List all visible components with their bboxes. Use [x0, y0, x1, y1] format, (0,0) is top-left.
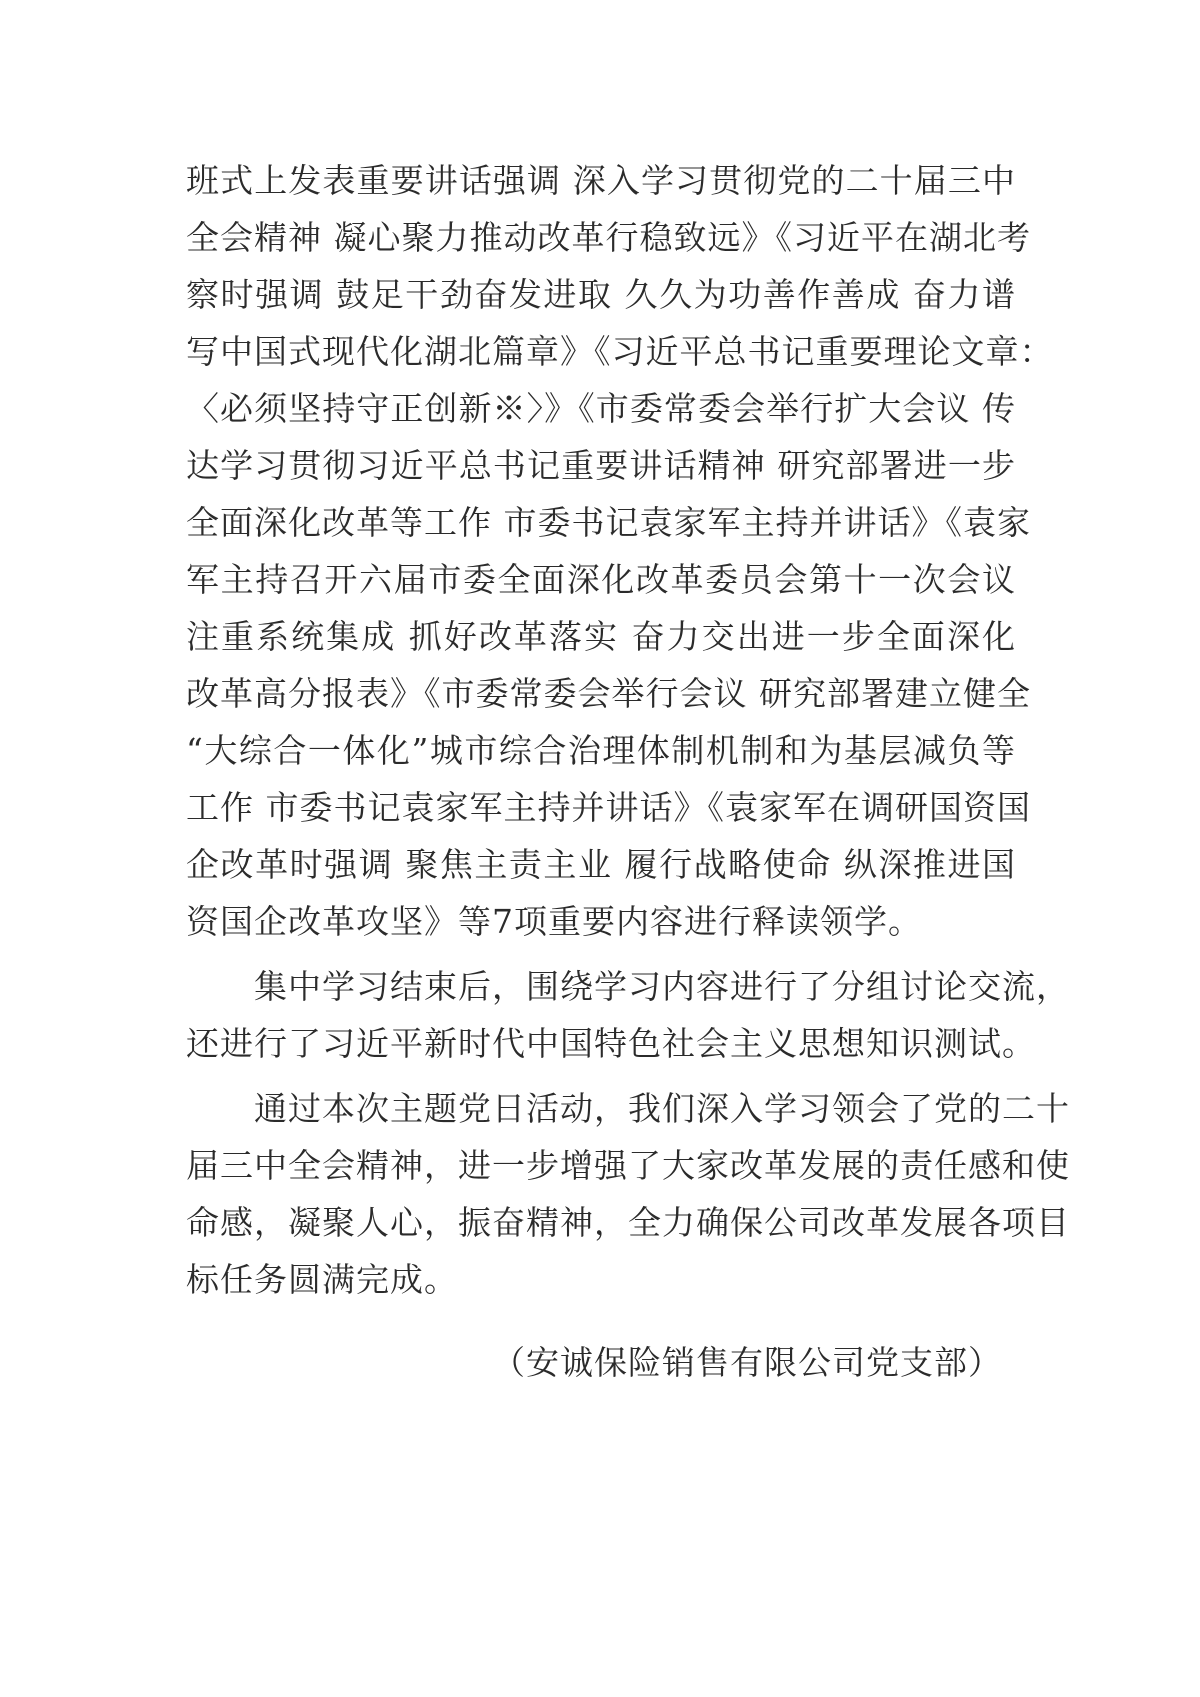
text-line: 集中学习结束后，围绕学习内容进行了分组讨论交流，	[186, 967, 1070, 1006]
text-line: “大综合一体化”城市综合治理体制机制和为基层减负等	[186, 731, 1016, 770]
text-line: 达学习贯彻习近平总书记重要讲话精神 研究部署进一步	[186, 446, 1016, 485]
text-line: 察时强调 鼓足干劲奋发进取 久久为功善作善成 奋力谱	[186, 275, 1016, 314]
text-line: 改革高分报表》《市委常委会举行会议 研究部署建立健全	[186, 674, 1031, 713]
paragraph-2	[186, 958, 1070, 1072]
paragraph-spacer	[186, 950, 1016, 958]
paragraph-spacer	[186, 1072, 1016, 1080]
text-line: 全会精神 凝心聚力推动改革行稳致远》《习近平在湖北考	[186, 218, 1031, 257]
paragraph-1	[186, 152, 1054, 950]
text-line: 企改革时强调 聚焦主责主业 履行战略使命 纵深推进国	[186, 845, 1016, 884]
text-line: 资国企改革攻坚》等7项重要内容进行释读领学。	[186, 902, 922, 941]
text-line: 注重系统集成 抓好改革落实 奋力交出进一步全面深化	[186, 617, 1016, 656]
text-line: 还进行了习近平新时代中国特色社会主义思想知识测试。	[186, 1024, 1036, 1063]
paragraph-3	[186, 1080, 1070, 1308]
text-line: 〈必须坚持守正创新※〉》《市委常委会举行扩大会议 传	[186, 389, 1016, 428]
text-line: 届三中全会精神，进一步增强了大家改革发展的责任感和使	[186, 1146, 1070, 1185]
text-line: 工作 市委书记袁家军主持并讲话》《袁家军在调研国资国	[186, 788, 1031, 827]
text-line: 军主持召开六届市委全面深化改革委员会第十一次会议	[186, 560, 1016, 599]
text-line: 全面深化改革等工作 市委书记袁家军主持并讲话》《袁家	[186, 503, 1031, 542]
text-line: 标任务圆满完成。	[186, 1260, 458, 1299]
text-line: 班式上发表重要讲话强调 深入学习贯彻党的二十届三中	[186, 161, 1016, 200]
document-body	[186, 152, 1070, 1308]
text-line: 通过本次主题党日活动，我们深入学习领会了党的二十	[186, 1089, 1070, 1128]
text-line: 写中国式现代化湖北篇章》《习近平总书记重要理论文章：	[186, 332, 1054, 371]
signature-line: （安诚保险销售有限公司党支部）	[492, 1343, 1002, 1382]
text-line: 命感，凝聚人心，振奋精神，全力确保公司改革发展各项目	[186, 1203, 1070, 1242]
